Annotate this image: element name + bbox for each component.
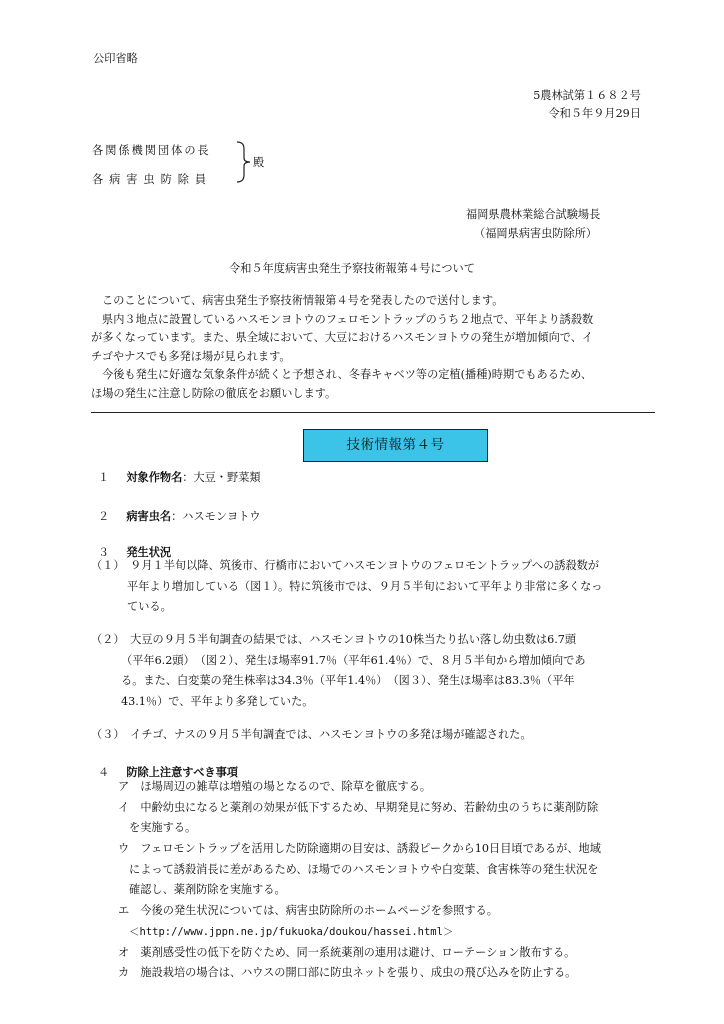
status-line: （２） 大豆の９月５半旬調査の結果では、ハスモンヨトウの10株当たり払い落し幼虫数は6.7頭 [91,633,577,646]
section-number: ３ [98,546,110,559]
status-line: ている。 [127,600,172,614]
document-date: 令和５年９月29日 [548,107,641,120]
measure-line: オ 薬剤感受性の低下を防ぐため、同一系統薬剤の連用は避け、ローテーション散布する。 [118,945,576,959]
brace-icon [236,141,252,183]
section-label: 防除上注意すべき事項 [126,765,238,779]
status-line: 43.1％）で、平年より多発していた。 [121,695,314,709]
measure-line: ウ フェロモントラップを活用した防除適期の目安は、誘殺ピークから10日目頃であるが、地域 [118,842,601,856]
recipient-2: 各 病 害 虫 防 除 員 [92,173,208,186]
recipient-1: 各関係機関団体の長 [92,144,211,157]
section-label: 対象作物名 [126,470,183,484]
control-measures-list [118,777,601,984]
section-label: 発生状況 [126,545,172,559]
section-value: ：大豆・野菜類 [182,471,261,484]
section-number: １ [98,471,110,484]
sender-sub-organization: （福岡県病害虫防除所） [474,227,598,240]
divider [91,412,655,413]
intro-line: チゴやナスでも多発ほ場が見られます。 [91,349,291,363]
measure-line: カ 施設栽培の場合は、ハウスの開口部に防虫ネットを張り、成虫の飛び込みを防止する。 [118,966,577,980]
measure-line: ア ほ場周辺の雑草は増殖の場となるので、除草を徹底する。 [118,780,432,793]
status-line: 平年より増加している（図１）。特に筑後市では、９月５半旬において平年より非常に多くなっ [127,579,603,593]
seal-omitted-note: 公印省略 [93,52,138,65]
intro-line: 県内３地点に設置しているハスモンヨトウのフェロモントラップのうち２地点で、平年より誘殺数 [102,312,594,326]
status-line: （１） ９月１半旬以降、筑後市、行橋市においてハスモンヨトウのフェロモントラップへの誘殺数が [91,559,600,572]
measure-line: エ 今後の発生状況については、病害虫防除所のホームページを参照する。 [118,904,498,918]
measure-line: を実施する。 [129,821,197,835]
intro-line: 今後も発生に好適な気象条件が続くと予想され、冬春キャベツ等の定植(播種)時期でもあるため、 [102,368,593,381]
honorific: 殿 [253,156,265,169]
status-item-2 [91,630,586,713]
section-value: ：ハスモンヨトウ [171,510,261,523]
intro-line: このことについて、病害虫発生予察技術情報第４号を発表したので送付します。 [102,294,504,307]
measure-line: 確認し、薬剤防除を実施する。 [129,883,286,897]
document-subject: 令和５年度病害虫発生予察技術報第４号について [229,262,475,275]
intro-line: ほ場の発生に注意し防除の徹底をお願いします。 [91,386,337,400]
intro-line: が多くなっています。また、県全域において、大豆におけるハスモンヨトウの発生が増加傾向で、イ [91,331,594,344]
section-2 [98,511,261,522]
measure-line: イ 中齢幼虫になると薬剤の効果が低下するため、早期発見に努め、若齢幼虫のうちに薬剤防除 [118,800,599,814]
section-number: ２ [98,510,110,523]
status-line: （平年6.2頭） （図２）、発生ほ場率91.7％（平年61.4％）で、８月５半旬から増加傾向であ [121,653,586,667]
section-number: ４ [98,766,110,779]
technical-info-title: 技術情報第４号 [303,429,488,462]
section-1 [98,472,261,483]
status-item-1 [91,556,602,618]
section-label: 病害虫名 [126,509,172,523]
document-number: 5農林試第１６８２号 [533,89,641,102]
sender-organization: 福岡県農林業総合試験場長 [466,208,601,221]
measure-line: によって誘殺消長に差があるため、ほ場でのハスモンヨトウや白変葉、食害株等の発生状況を [129,862,599,876]
status-line: る。また、白変葉の発生株率は34.3％（平年1.4％） （図３）、発生ほ場率は83.3％（平年 [121,674,575,688]
status-item-3: （３） イチゴ、ナスの９月５半旬調査では、ハスモンヨトウの多発ほ場が確認された。 [91,728,532,741]
measure-url: ＜http://www.jppn.ne.jp/fukuoka/doukou/hassei.html＞ [129,925,454,938]
intro-paragraph [91,290,593,404]
